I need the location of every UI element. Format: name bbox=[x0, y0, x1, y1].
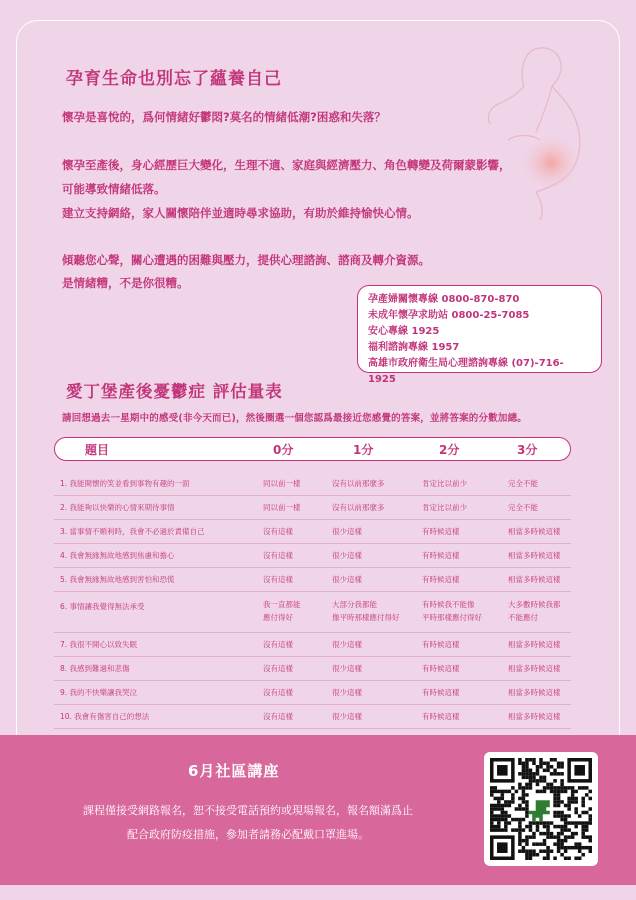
scale-title: 愛丁堡產後憂鬱症 評估量表 bbox=[66, 382, 283, 401]
answer-cell: 我一直都能 應付得好 bbox=[263, 600, 301, 622]
scale-instruction: 請回想過去一星期中的感受(非今天而已)，然後圈選一個您認爲最接近您感覺的答案，並將答案的分數加總。 bbox=[62, 413, 527, 424]
answer-cell: 相當多時候這樣 bbox=[508, 712, 561, 721]
answer-cell: 有時候這樣 bbox=[422, 712, 460, 721]
table-row bbox=[54, 633, 571, 657]
answer-cell: 沒有這樣 bbox=[263, 664, 293, 673]
question-cell: 2. 我能夠以快樂的心情來期待事情 bbox=[60, 503, 175, 512]
question-cell: 3. 當事情不順利時，我會不必過於責備自己 bbox=[60, 527, 205, 536]
lecture-line-1: 課程僅接受網路報名，恕不接受電話預約或現場報名，報名額滿爲止 bbox=[83, 804, 413, 817]
header-score-3: 3分 bbox=[517, 443, 538, 457]
table-row bbox=[54, 681, 571, 705]
table-row bbox=[54, 705, 571, 729]
hotline-item: 未成年懷孕求助站 0800-25-7085 bbox=[368, 310, 530, 321]
answer-cell: 很少這樣 bbox=[332, 575, 362, 584]
intro-title: 孕育生命也別忘了蘊養自己 bbox=[66, 69, 282, 89]
answer-cell: 很少這樣 bbox=[332, 527, 362, 536]
lecture-line-2: 配合政府防疫措施，參加者請務必配戴口罩進場。 bbox=[127, 828, 369, 841]
table-row bbox=[54, 657, 571, 681]
answer-cell: 很少這樣 bbox=[332, 664, 362, 673]
question-cell: 8. 我感到難過和悲傷 bbox=[60, 664, 130, 673]
answer-cell: 沒有以前那麼多 bbox=[332, 479, 385, 488]
hotline-item: 高雄市政府衛生局心理諮詢專線 (07)-716-1925 bbox=[368, 358, 564, 385]
intro-line-1: 懷孕是喜悅的，爲何情緒好鬱悶?莫名的情緒低潮?困惑和失落？ bbox=[62, 110, 386, 124]
table-row bbox=[54, 472, 571, 496]
table-row bbox=[54, 544, 571, 568]
question-cell: 7. 我很不開心以致失眠 bbox=[60, 640, 138, 649]
answer-cell: 有時候這樣 bbox=[422, 527, 460, 536]
answer-cell: 很少這樣 bbox=[332, 551, 362, 560]
answer-cell: 相當多時候這樣 bbox=[508, 688, 561, 697]
table-row bbox=[54, 520, 571, 544]
header-score-1: 1分 bbox=[353, 443, 374, 457]
answer-cell: 有時候這樣 bbox=[422, 664, 460, 673]
answer-cell: 很少這樣 bbox=[332, 712, 362, 721]
question-cell: 4. 我會無緣無故地感到焦慮和擔心 bbox=[60, 551, 175, 560]
table-row bbox=[54, 568, 571, 592]
hotline-box bbox=[357, 285, 602, 385]
answer-cell: 沒有這樣 bbox=[263, 688, 293, 697]
answer-cell: 肯定比以前少 bbox=[422, 503, 467, 512]
answer-cell: 有時候這樣 bbox=[422, 575, 460, 584]
question-cell: 1. 我能開懷的笑並看到事物有趣的一面 bbox=[60, 479, 190, 488]
answer-cell: 大部分我都能 像平時那樣應付得好 bbox=[332, 600, 400, 622]
header-score-0: 0分 bbox=[273, 443, 294, 457]
answer-cell: 完全不能 bbox=[508, 503, 538, 512]
answer-cell: 很少這樣 bbox=[332, 640, 362, 649]
qr-code-icon bbox=[490, 758, 592, 860]
answer-cell: 有時候我不能像 平時那樣應付得好 bbox=[422, 600, 482, 622]
table-row bbox=[54, 592, 571, 633]
hotline-item: 福利諮詢專線 1957 bbox=[368, 342, 460, 353]
question-cell: 6. 事情讓我覺得無法承受 bbox=[60, 602, 145, 611]
intro-line-5: 傾聽您心聲，關心遭遇的困難與壓力，提供心理諮詢、諮商及轉介資源。 bbox=[62, 253, 430, 267]
table-row bbox=[54, 496, 571, 520]
question-cell: 9. 我的不快樂讓我哭泣 bbox=[60, 688, 138, 697]
hotline-item: 孕產婦關懷專線 0800-870-870 bbox=[368, 294, 520, 305]
answer-cell: 相當多時候這樣 bbox=[508, 640, 561, 649]
pregnant-woman-illustration bbox=[478, 42, 588, 222]
question-cell: 5. 我會無緣無故地感到害怕和恐慌 bbox=[60, 575, 175, 584]
answer-cell: 大多數時候我都 不能應付 bbox=[508, 600, 561, 622]
intro-line-2: 懷孕至產後，身心經歷巨大變化，生理不適、家庭與經濟壓力、角色轉變及荷爾蒙影響， bbox=[62, 158, 511, 172]
intro-line-6: 是情緒糟，不是你很糟。 bbox=[62, 276, 189, 290]
answer-cell: 肯定比以前少 bbox=[422, 479, 467, 488]
answer-cell: 沒有這樣 bbox=[263, 712, 293, 721]
answer-cell: 同以前一樣 bbox=[263, 503, 301, 512]
answer-cell: 沒有這樣 bbox=[263, 527, 293, 536]
answer-cell: 很少這樣 bbox=[332, 688, 362, 697]
table-header bbox=[54, 437, 571, 461]
answer-cell: 相當多時候這樣 bbox=[508, 551, 561, 560]
answer-cell: 沒有這樣 bbox=[263, 551, 293, 560]
answer-cell: 有時候這樣 bbox=[422, 640, 460, 649]
intro-line-4: 建立支持網絡，家人關懷陪伴並適時尋求協助，有助於維持愉快心情。 bbox=[62, 206, 419, 220]
header-question: 題目 bbox=[85, 443, 110, 457]
header-score-2: 2分 bbox=[439, 443, 460, 457]
hotline-item: 安心專線 1925 bbox=[368, 326, 440, 337]
answer-cell: 同以前一樣 bbox=[263, 479, 301, 488]
answer-cell: 完全不能 bbox=[508, 479, 538, 488]
answer-cell: 相當多時候這樣 bbox=[508, 527, 561, 536]
lecture-title: 6月社區講座 bbox=[188, 762, 280, 780]
answer-cell: 有時候這樣 bbox=[422, 688, 460, 697]
registration-qr-code[interactable] bbox=[484, 752, 598, 866]
answer-cell: 沒有這樣 bbox=[263, 575, 293, 584]
answer-cell: 相當多時候這樣 bbox=[508, 575, 561, 584]
answer-cell: 相當多時候這樣 bbox=[508, 664, 561, 673]
answer-cell: 沒有這樣 bbox=[263, 640, 293, 649]
intro-line-3: 可能導致情緒低落。 bbox=[62, 182, 166, 196]
answer-cell: 沒有以前那麼多 bbox=[332, 503, 385, 512]
question-cell: 10. 我會有傷害自己的想法 bbox=[60, 712, 150, 721]
answer-cell: 有時候這樣 bbox=[422, 551, 460, 560]
